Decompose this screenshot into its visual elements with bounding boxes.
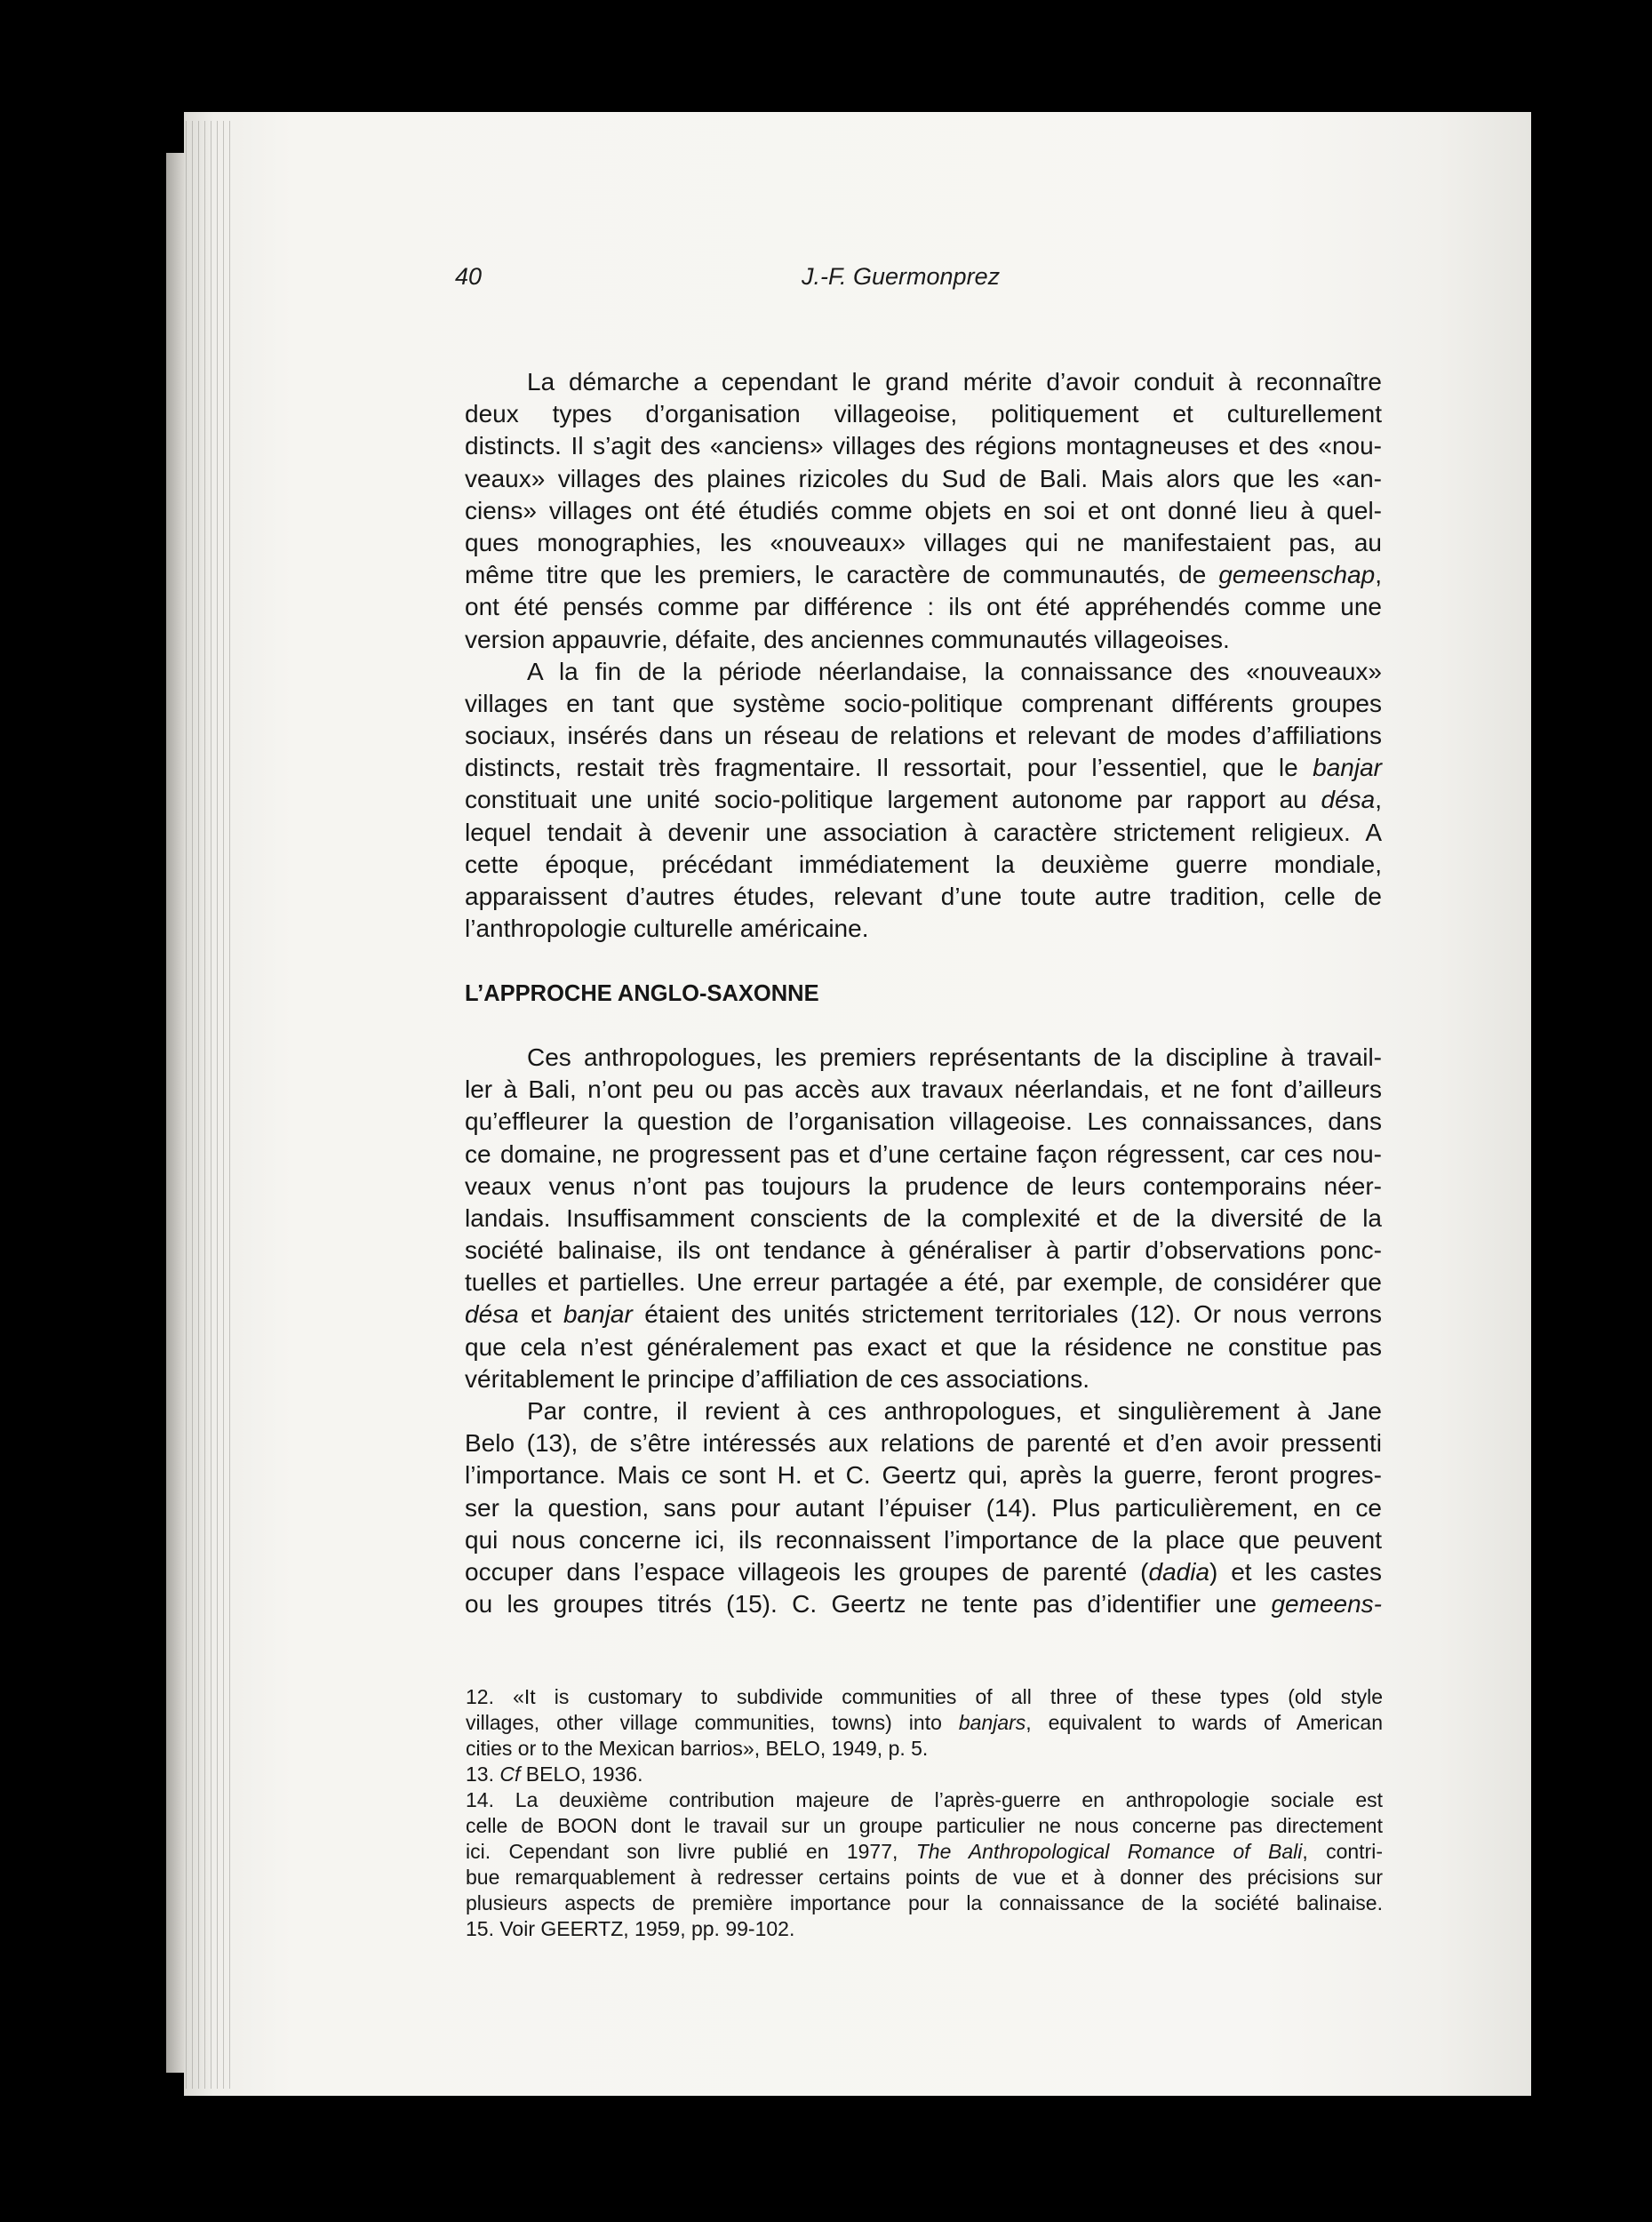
body-line (465, 913, 1382, 945)
text-run: ou les groupes titrés (15). C. Geertz ne tente pas d’identifier une (465, 1590, 1272, 1619)
text-run: celle de BOON dont le travail sur un groupe particulier ne nous concerne pas directement (466, 1814, 1383, 1837)
body-line (465, 1427, 1382, 1459)
text-run: landais. Insuffisamment conscients de la complexité et de la diversité de la (465, 1203, 1382, 1232)
text-run: ler à Bali, n’ont peu ou pas accès aux travaux néerlandais, et ne font d’ailleurs (465, 1075, 1382, 1104)
text-run: , equivalent to wards of American (1026, 1711, 1383, 1734)
text-run: distincts, restait très fragmentaire. Il ressortait, pour l’essentiel, que le (465, 754, 1313, 782)
text-run: constituait une unité socio-politique largement autonome par rapport au (465, 786, 1321, 814)
body-line (465, 720, 1382, 752)
body-line (465, 1074, 1382, 1106)
section-heading: L’APPROCHE ANGLO-SAXONNE (465, 980, 819, 1006)
paragraph (465, 1042, 1382, 1395)
text-run: , contri- (1302, 1840, 1383, 1863)
body-line (465, 1171, 1382, 1203)
book-block-edge (166, 153, 186, 2073)
italic-term: désa (1321, 786, 1376, 814)
body-line (465, 881, 1382, 913)
body-line (465, 1459, 1382, 1491)
text-run: que cela n’est généralement pas exact et que la résidence ne constitue pas (465, 1332, 1382, 1361)
italic-term: banjar (1313, 754, 1382, 782)
text-run: lequel tendait à devenir une association à caractère strictement religieux. A (465, 818, 1382, 846)
body-line (465, 1267, 1382, 1299)
footnote-12 (466, 1684, 1383, 1762)
body-line (465, 752, 1382, 784)
footnote-line (466, 1890, 1383, 1916)
body-line (465, 817, 1382, 849)
footnote-line (466, 1787, 1383, 1813)
text-run: veaux» villages des plaines rizicoles du Sud de Bali. Mais alors que les «an- (465, 464, 1382, 492)
body-line (465, 495, 1382, 527)
text-run: Par contre, il revient à ces anthropologues, et singulièrement à Jane (527, 1397, 1382, 1425)
footnote-line (466, 1839, 1383, 1865)
body-line (465, 784, 1382, 816)
text-run: cette époque, précédant immédiatement la deuxième guerre mondiale, (465, 850, 1382, 878)
main-text (465, 366, 1382, 1620)
body-line (465, 527, 1382, 559)
text-run: , (1375, 561, 1382, 589)
text-run: La démarche a cependant le grand mérite d’avoir conduit à reconnaître (527, 368, 1382, 396)
text-run: deux types d’organisation villageoise, politiquement et culturellement (465, 400, 1382, 428)
body-line (465, 1299, 1382, 1331)
text-run: distincts. Il s’agit des «anciens» villages des régions montagneuses et des «nou- (465, 432, 1382, 460)
text-run: qu’effleurer la question de l’organisation villageoise. Les connaissances, dans (465, 1107, 1382, 1136)
body-line (465, 430, 1382, 462)
text-run: Belo (13), de s’être intéressés aux relations de parenté et d’en avoir pressenti (465, 1429, 1382, 1458)
text-run: l’importance. Mais ce sont H. et C. Geertz qui, après la guerre, feront progres- (465, 1461, 1382, 1490)
body-line (465, 688, 1382, 720)
footnote-15 (466, 1916, 1383, 1942)
footnote-line (466, 1762, 1383, 1787)
footnote-line (466, 1684, 1383, 1710)
text-run: étaient des unités strictement territoriales (12). Or nous verrons (632, 1300, 1382, 1329)
text-run: ici. Cependant son livre publié en 1977, (466, 1840, 916, 1863)
italic-term: banjar (563, 1300, 633, 1329)
body-line (465, 1556, 1382, 1588)
body-line (465, 559, 1382, 591)
body-line (465, 1106, 1382, 1138)
text-run: même titre que les premiers, le caractère de communautés, de (465, 561, 1219, 589)
body-line (465, 1042, 1382, 1074)
text-run: véritablement le principe d’affiliation de ces associations. (465, 1364, 1089, 1393)
body-line (465, 591, 1382, 623)
body-line (465, 1139, 1382, 1171)
text-run: Ces anthropologues, les premiers représentants de la discipline à travail- (527, 1043, 1382, 1071)
text-run: A la fin de la période néerlandaise, la connaissance des «nouveaux» (527, 657, 1382, 685)
body-line (465, 624, 1382, 656)
body-line (465, 1203, 1382, 1235)
body-line (465, 463, 1382, 495)
body-line (465, 1524, 1382, 1556)
stacked-page-edges (186, 121, 230, 2089)
running-head: J.-F. Guermonprez (802, 263, 1001, 290)
text-run: BELO, 1936. (520, 1762, 643, 1786)
body-line (465, 656, 1382, 688)
text-run: occuper dans l’espace villageois les groupes de parenté ( (465, 1557, 1149, 1586)
paragraph (465, 366, 1382, 656)
text-run: 14. La deuxième contribution majeure de l’après-guerre en anthropologie sociale est (466, 1788, 1383, 1811)
body-line (465, 849, 1382, 881)
body-line (465, 366, 1382, 398)
footnote-line (466, 1813, 1383, 1839)
text-run: tuelles et partielles. Une erreur partagée a été, par exemple, de considérer que (465, 1268, 1382, 1297)
body-line (465, 1395, 1382, 1427)
footnote-line (466, 1916, 1383, 1942)
footnote-13 (466, 1762, 1383, 1787)
italic-term: gemeenschap (1218, 561, 1376, 589)
text-run: 13. (466, 1762, 500, 1786)
text-run: villages en tant que système socio-politique comprenant différents groupes (465, 689, 1382, 717)
body-line (465, 1363, 1382, 1395)
body-line (465, 1588, 1382, 1620)
text-run: plusieurs aspects de première importance pour la connaissance de la société balinaise. (466, 1891, 1383, 1914)
text-run: et (518, 1300, 563, 1329)
text-run: bue remarquablement à redresser certains points de vue et à donner des précisions sur (466, 1866, 1383, 1889)
body-line (465, 1331, 1382, 1363)
text-run: qui nous concerne ici, ils reconnaissent l’importance de la place que peuvent (465, 1525, 1382, 1554)
italic-term: dadia (1148, 1557, 1210, 1586)
text-run: 12. «It is customary to subdivide communities of all three of these types (old style (466, 1685, 1383, 1708)
italic-term: désa (465, 1300, 519, 1329)
body-line (465, 1492, 1382, 1524)
footnote-line (466, 1710, 1383, 1736)
paragraph (465, 656, 1382, 946)
footnote-line (466, 1865, 1383, 1890)
italic-term: Cf (499, 1762, 521, 1786)
text-run: apparaissent d’autres études, relevant d’une toute autre tradition, celle de (465, 883, 1382, 910)
text-run: sociaux, insérés dans un réseau de relations et relevant de modes d’affiliations (465, 722, 1382, 750)
body-line (465, 398, 1382, 430)
italic-term: gemeens- (1271, 1590, 1382, 1619)
footnote-14 (466, 1787, 1383, 1916)
body-line (465, 1235, 1382, 1267)
footnote-line (466, 1736, 1383, 1762)
text-run: l’anthropologie culturelle américaine. (465, 915, 869, 943)
text-run: société balinaise, ils ont tendance à généraliser à partir d’observations ponc- (465, 1236, 1382, 1265)
text-run: ser la question, sans pour autant l’épuiser (14). Plus particulièrement, en ce (465, 1493, 1382, 1522)
page-number: 40 (455, 263, 483, 290)
italic-term: banjars (958, 1711, 1026, 1734)
text-run: 15. Voir GEERTZ, 1959, pp. 99-102. (466, 1917, 795, 1940)
text-run: ) et les castes (1209, 1557, 1382, 1586)
text-run: ont été pensés comme par différence : ils ont été appréhendés comme une (465, 593, 1382, 621)
paragraph (465, 1395, 1382, 1620)
book-title: The Anthropological Romance of Bali (915, 1840, 1303, 1863)
text-run: version appauvrie, défaite, des anciennes communautés villageoises. (465, 625, 1230, 653)
text-run: ciens» villages ont été étudiés comme objets en soi et ont donné lieu à quel- (465, 496, 1382, 524)
text-run: ce domaine, ne progressent pas et d’une certaine façon régressent, car ces nou- (465, 1139, 1382, 1168)
text-run: , (1375, 786, 1382, 814)
text-run: ques monographies, les «nouveaux» villages qui ne manifestaient pas, au (465, 528, 1382, 556)
footnotes (466, 1684, 1383, 1942)
text-run: villages, other village communities, towns) into (466, 1711, 959, 1734)
text-run: cities or to the Mexican barrios», BELO, 1949, p. 5. (466, 1737, 929, 1760)
text-run: veaux venus n’ont pas toujours la prudence de leurs contemporains néer- (465, 1171, 1382, 1200)
